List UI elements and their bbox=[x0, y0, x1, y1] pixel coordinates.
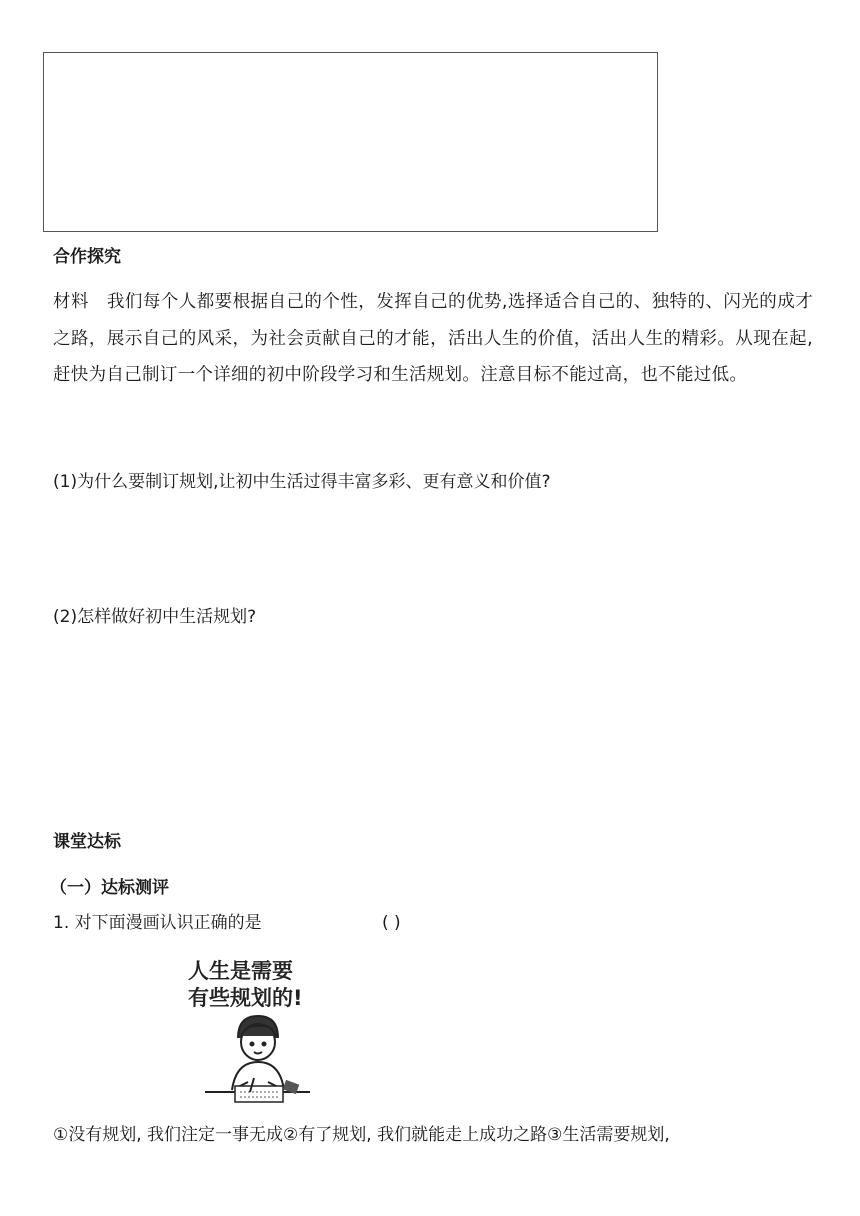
paper bbox=[235, 1086, 283, 1102]
cartoon-caption-line2: 有些规划的! bbox=[188, 986, 303, 1010]
cartoon-caption-line1: 人生是需要 bbox=[188, 959, 293, 983]
planning-cartoon bbox=[180, 950, 340, 1110]
subheading-assessment: （一）达标测评 bbox=[50, 878, 169, 898]
material-text: 我们每个人都要根据自己的个性，发挥自己的优势,选择适合自己的、独特的、闪光的成才之路，展示自己的风采，为社会贡献自己的才能，活出人生的价值，活出人生的精彩。从现在起,赶快为自己制订一个详细的初中阶段学习和生活规划。注意目标不能过高，也不能过低。 bbox=[53, 292, 814, 385]
material-label: 材料 bbox=[53, 292, 89, 312]
question-2: (2)怎样做好初中生活规划? bbox=[53, 607, 257, 627]
question-1: (1)为什么要制订规划,让初中生活过得丰富多彩、更有意义和价值? bbox=[53, 472, 551, 492]
test-question-1: 1. 对下面漫画认识正确的是 bbox=[53, 913, 262, 933]
options-line: ①没有规划, 我们注定一事无成②有了规划, 我们就能走上成功之路③生活需要规划, bbox=[53, 1125, 670, 1145]
answer-parentheses: ( ) bbox=[382, 913, 401, 933]
student-figure bbox=[232, 1016, 284, 1090]
answer-box bbox=[43, 52, 658, 232]
section-heading-class: 课堂达标 bbox=[53, 832, 121, 852]
section-heading-cooperative: 合作探究 bbox=[53, 247, 121, 267]
material-paragraph bbox=[53, 284, 813, 394]
